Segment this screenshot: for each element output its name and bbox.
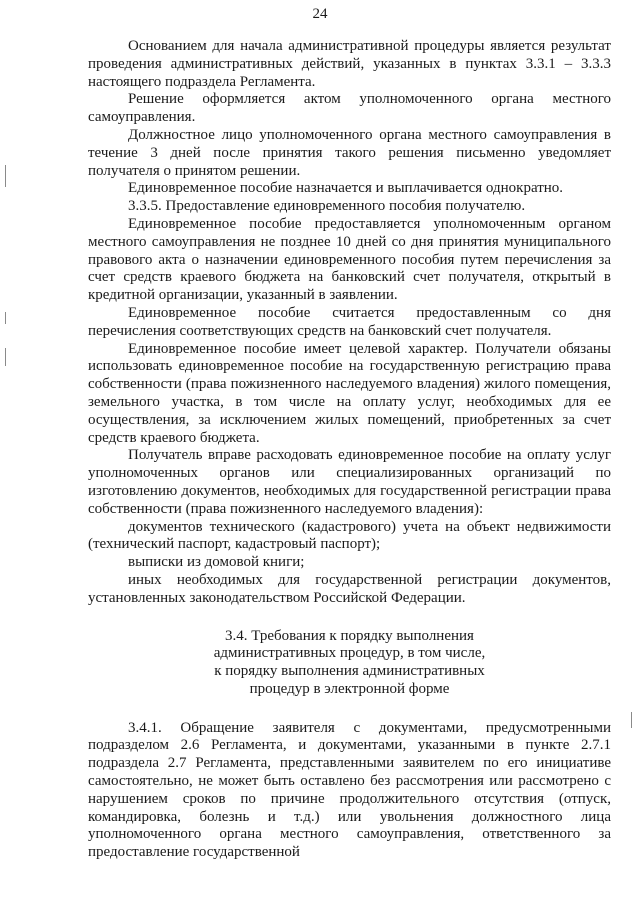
paragraph: Единовременное пособие имеет целевой характер. Получатели обязаны использовать единовременное пособие на государственную регистрацию права собственности (права пожизненного наследуемого владения) жилого помещения, земельного участка, в том числе на оплату услуг, необходимых для ее осуществления, за исключением жилых помещений, приобретенных за счет средств краевого бюджета. <box>88 340 611 446</box>
list-item: иных необходимых для государственной регистрации документов, установленных законодательством Российской Федерации. <box>88 571 611 606</box>
paragraph: Единовременное пособие считается предоставленным со дня перечисления соответствующих средств на банковский счет получателя. <box>88 304 611 339</box>
paragraph: Единовременное пособие предоставляется уполномоченным органом местного самоуправления не позднее 10 дней со дня принятия муниципального правового акта о назначении единовременного пособия путем перечисления за счет средств краевого бюджета на банковский счет получателя, открытый в кредитной организации, указанный в заявлении. <box>88 215 611 304</box>
page-number: 24 <box>312 6 328 22</box>
paragraph: Получатель вправе расходовать единовременное пособие на оплату услуг уполномоченных органов или специализированных организаций по изготовлению документов, необходимых для государственной регистрации права собственности (права пожизненного наследуемого владения): <box>88 447 611 517</box>
scan-margin-mark <box>5 312 6 324</box>
section-heading-line: 3.4. Требования к порядку выполнения <box>225 627 474 644</box>
paragraph: Должностное лицо уполномоченного органа местного самоуправления в течение 3 дней после принятия такого решения письменно уведомляет получателя о принятом решении. <box>88 126 611 179</box>
paragraph: Основанием для начала административной процедуры является результат проведения административных действий, указанных в пунктах 3.3.1 – 3.3.3 настоящего подраздела Регламента. <box>88 38 611 90</box>
section-heading-line: процедур в электронной форме <box>249 680 450 697</box>
paragraph: 3.4.1. Обращение заявителя с документами, предусмотренными подразделом 2.6 Регламента, и документами, указанными в пункте 2.7.1 подраздела 2.7 Регламента, представленными заявителем по его инициативе самостоятельно, не может быть оставлено без рассмотрения или рассмотрено с нарушением сроков по причине продолжительного отсутствия (отпуск, командировка, болезнь и т.д.) или увольнения должностного лица уполномоченного органа местного самоуправления, ответственного за предоставление государственной <box>88 719 611 861</box>
scan-margin-mark <box>631 712 632 728</box>
subsection-title: 3.3.5. Предоставление единовременного пособия получателю. <box>128 198 526 215</box>
scan-margin-mark <box>5 348 6 366</box>
scan-margin-mark <box>5 165 6 187</box>
section-heading-line: к порядку выполнения административных <box>214 663 485 680</box>
list-item: документов технического (кадастрового) учета на объект недвижимости (технический паспорт, кадастровый паспорт); <box>88 518 611 553</box>
section-heading <box>88 628 611 699</box>
paragraph: Решение оформляется актом уполномоченного органа местного самоуправления. <box>88 91 611 126</box>
section-heading-line: административных процедур, в том числе, <box>213 645 486 662</box>
paragraph: Единовременное пособие назначается и выплачивается однократно. <box>128 180 564 197</box>
document-body <box>88 38 611 862</box>
list-item: выписки из домовой книги; <box>128 554 305 571</box>
